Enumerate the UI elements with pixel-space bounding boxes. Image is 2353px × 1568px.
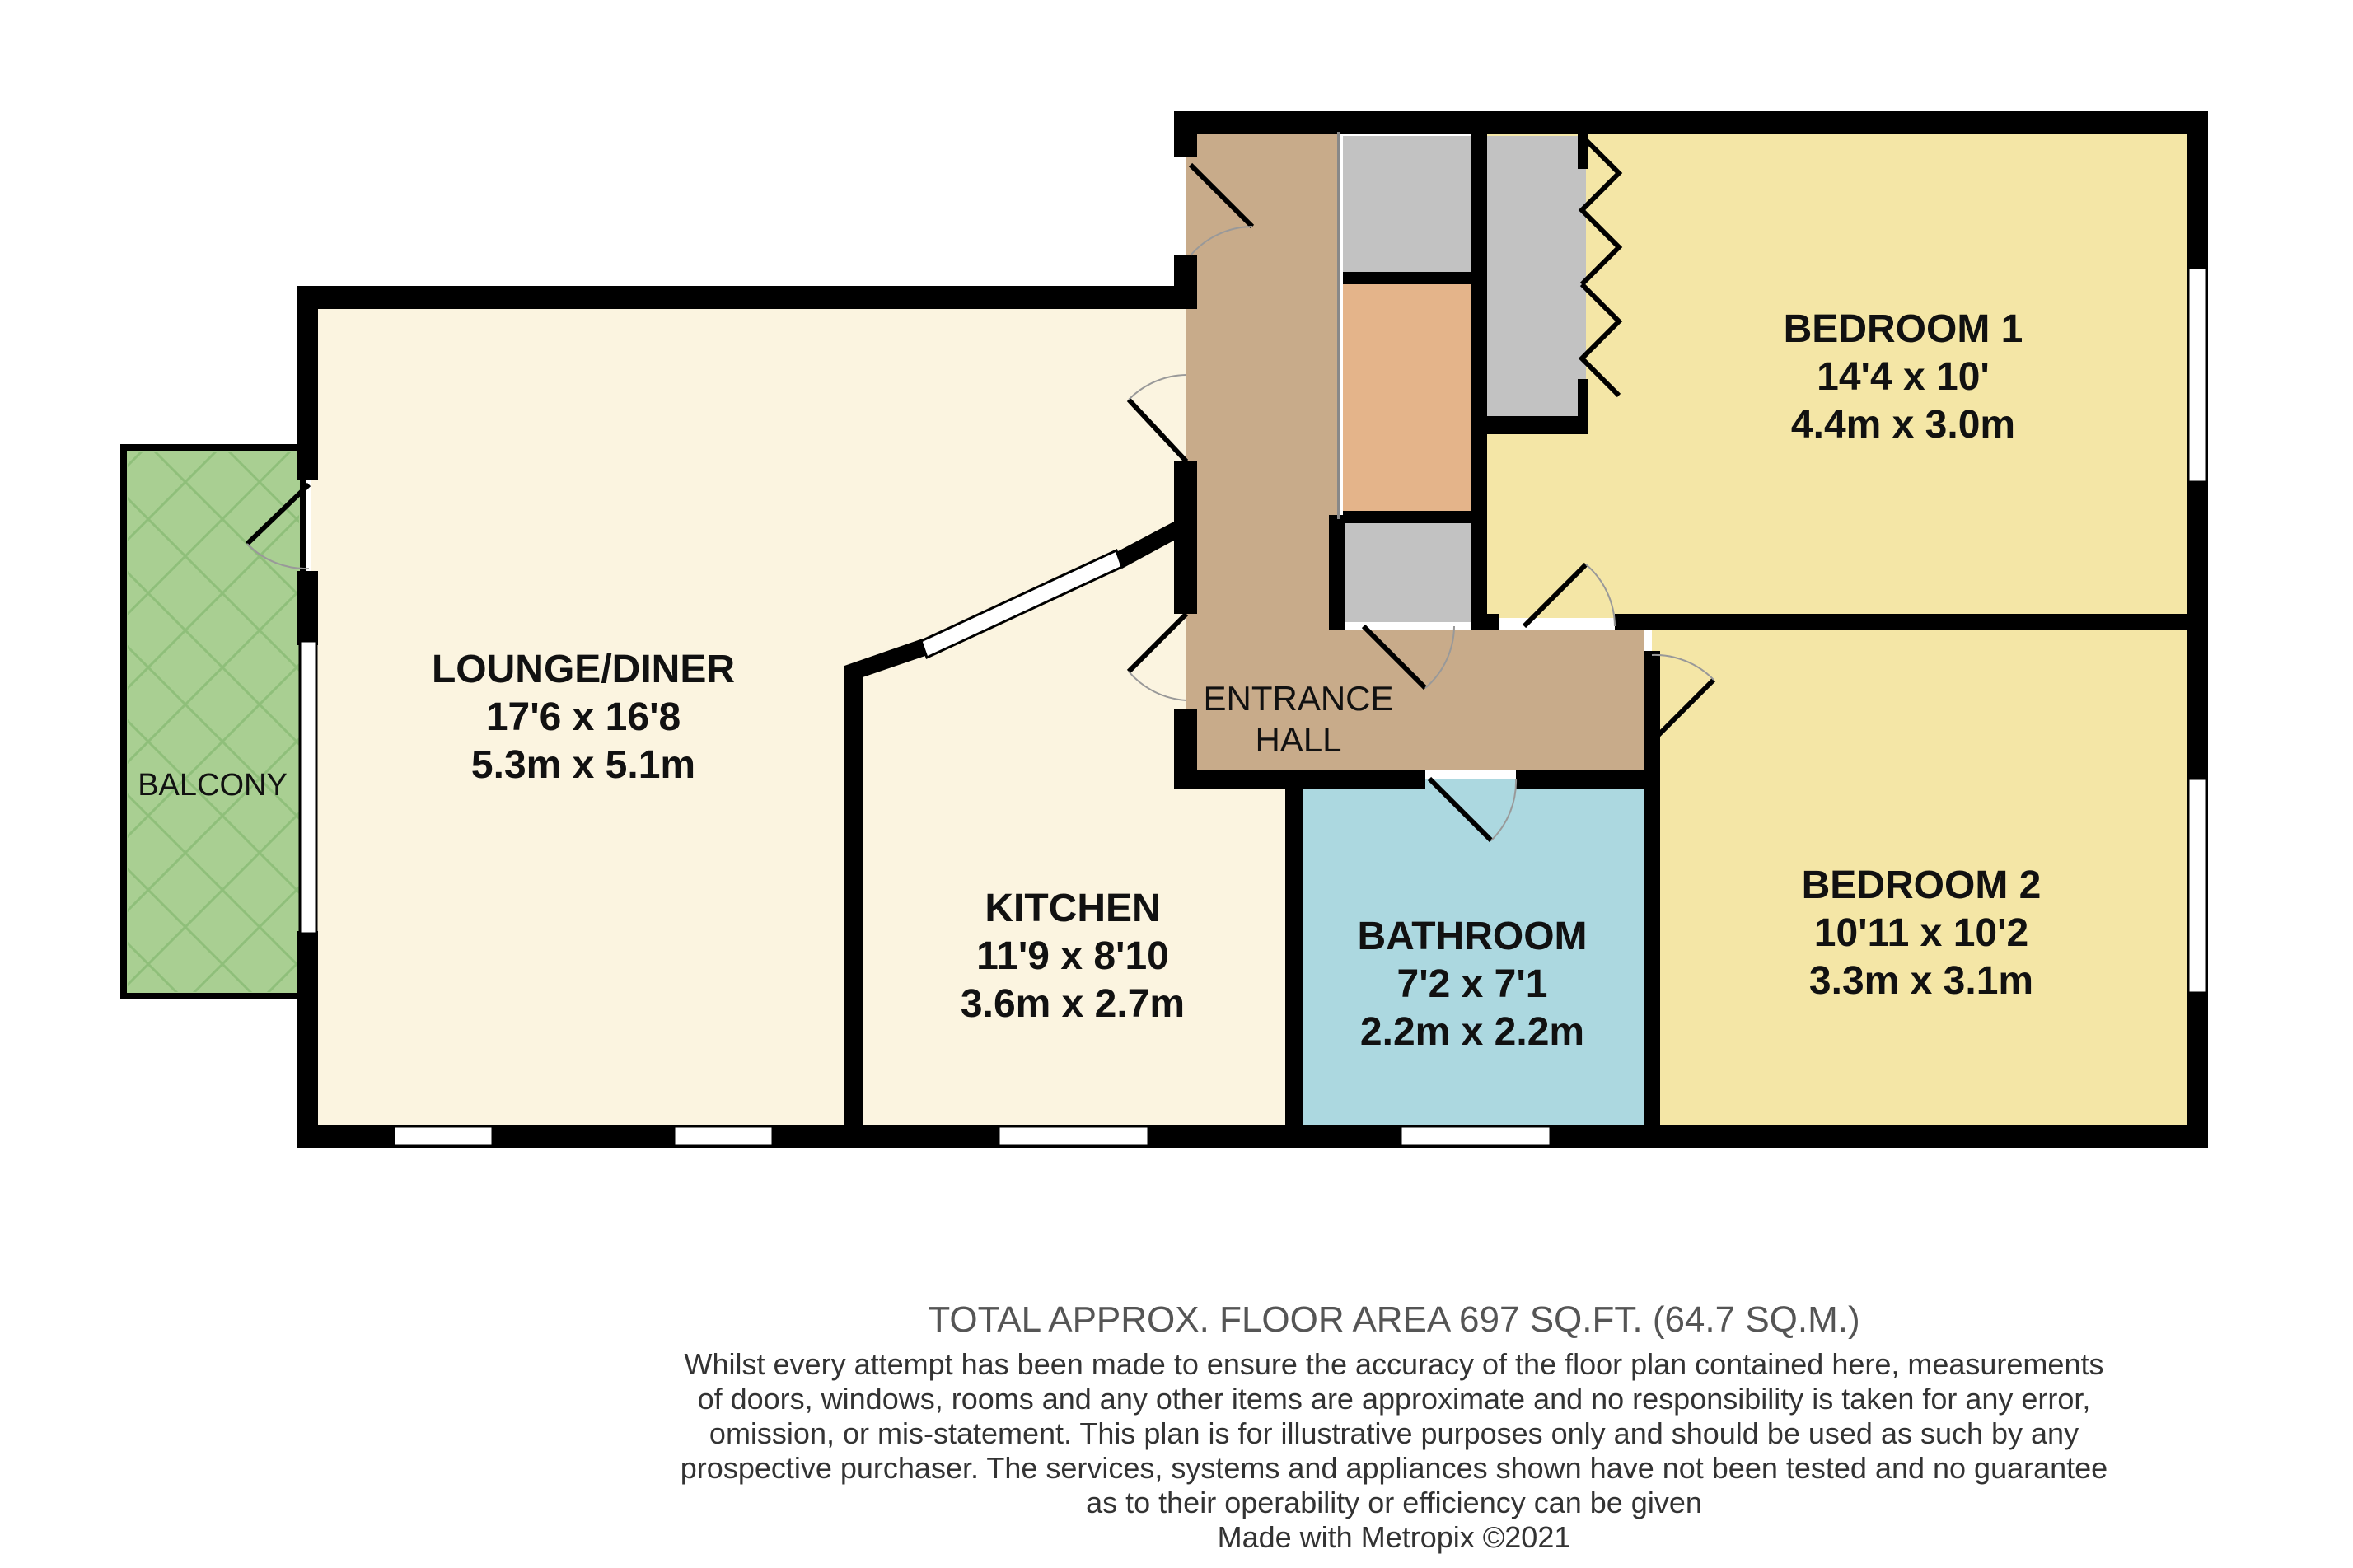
window-bedroom-1 xyxy=(2188,268,2206,482)
footer xyxy=(681,1299,2107,1554)
wall-wardrobe-bottom xyxy=(1487,416,1588,434)
wall-hall-cupboard-line xyxy=(1337,132,1340,519)
balcony-lattice xyxy=(128,452,299,992)
lounge-metric: 5.3m x 5.1m xyxy=(470,743,696,787)
bedroom-2-imperial: 10'11 x 10'2 xyxy=(1813,911,2029,955)
lounge-imperial: 17'6 x 16'8 xyxy=(485,695,681,739)
wall-left-mid xyxy=(297,571,318,645)
balcony xyxy=(124,447,303,996)
cupboard-top xyxy=(1343,136,1471,272)
hall-line-1: ENTRANCE xyxy=(1203,679,1394,718)
wall-top-right xyxy=(1174,111,2208,134)
bedroom-2-metric: 3.3m x 3.1m xyxy=(1808,959,2034,1003)
window-bathroom xyxy=(1401,1126,1551,1146)
lounge-name: LOUNGE/DINER xyxy=(431,648,736,691)
hall-line-2: HALL xyxy=(1255,720,1342,759)
window-bedroom-2 xyxy=(2188,779,2206,993)
wall-hall-left-a xyxy=(1174,255,1197,309)
cylinder-cupboard xyxy=(1343,284,1471,511)
window-lounge-bottom-2 xyxy=(674,1126,773,1146)
wall-hall-bottom-b xyxy=(1516,770,1656,789)
wall-cupboard-left xyxy=(1329,515,1345,630)
bedroom-1-imperial: 14'4 x 10' xyxy=(1817,355,1990,399)
label-bedroom-1 xyxy=(1784,307,2023,447)
disclaimer-line-5: as to their operability or efficiency can be given xyxy=(1086,1486,1702,1519)
bedroom-1-metric: 4.4m x 3.0m xyxy=(1790,403,2016,447)
wall-hall-top xyxy=(1174,111,1197,157)
label-kitchen xyxy=(961,887,1185,1026)
label-bedroom-2 xyxy=(1802,864,2042,1003)
wall-bed1-bottom-b xyxy=(1615,614,2192,630)
wall-bath-bed2 xyxy=(1644,651,1660,1137)
wall-wardrobe-right-lower xyxy=(1578,379,1588,434)
bedroom-1-name: BEDROOM 1 xyxy=(1783,307,2023,351)
bedroom-2-name: BEDROOM 2 xyxy=(1801,864,2042,907)
kitchen-name: KITCHEN xyxy=(985,887,1161,930)
wall-bottom xyxy=(297,1125,2208,1148)
credit: Made with Metropix ©2021 xyxy=(1217,1520,1571,1554)
floor-area: TOTAL APPROX. FLOOR AREA 697 SQ.FT. (64.7 SQ.M.) xyxy=(928,1299,1860,1340)
wall-kitchen-left xyxy=(844,666,863,1140)
wall-top-left xyxy=(297,286,1186,309)
disclaimer-line-2: of doors, windows, rooms and any other items are approximate and no responsibility is taken for any error, xyxy=(697,1382,2091,1416)
wall-cupboard-lower xyxy=(1343,511,1483,523)
wall-left-upper xyxy=(297,286,318,480)
balcony-label: BALCONY xyxy=(138,768,288,803)
wardrobe xyxy=(1487,136,1586,420)
bathroom-imperial: 7'2 x 7'1 xyxy=(1396,962,1548,1006)
bathroom-metric: 2.2m x 2.2m xyxy=(1359,1010,1585,1054)
window-lounge-left xyxy=(300,641,316,934)
disclaimer-line-1: Whilst every attempt has been made to ensure the accuracy of the floor plan contained here, measurements xyxy=(684,1347,2104,1381)
kitchen-imperial: 11'9 x 8'10 xyxy=(976,934,1169,978)
window-kitchen xyxy=(999,1126,1148,1146)
disclaimer-line-4: prospective purchaser. The services, systems and appliances shown have not been tested and no guarantee xyxy=(680,1451,2108,1485)
wall-kitchen-bath xyxy=(1285,775,1303,1137)
cupboard-small xyxy=(1343,523,1471,622)
wall-left-lower xyxy=(297,931,318,1148)
disclaimer-line-3: omission, or mis-statement. This plan is for illustrative purposes only and should be used as such by any xyxy=(709,1416,2079,1450)
kitchen-metric: 3.6m x 2.7m xyxy=(960,982,1186,1026)
window-lounge-bottom-1 xyxy=(394,1126,493,1146)
wall-cupboard-mid xyxy=(1343,272,1483,284)
wall-cupboard-right xyxy=(1471,132,1487,626)
bathroom-name: BATHROOM xyxy=(1357,915,1588,958)
